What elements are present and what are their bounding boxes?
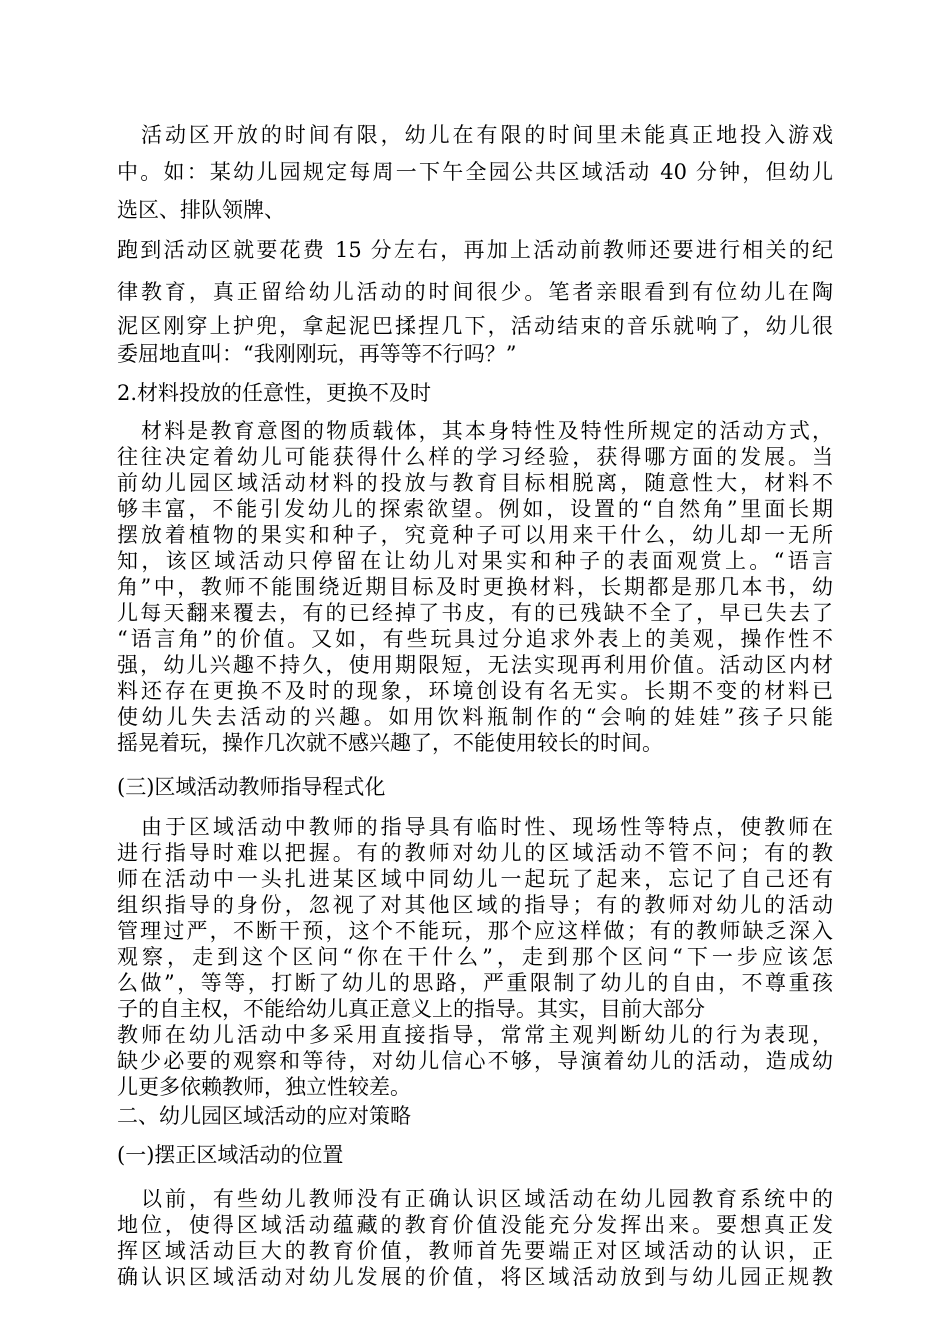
text-line: 跑到活动区就要花费 15 分左右，再加上活动前教师还要进行相关的纪 [117, 238, 833, 262]
text-line: 摇晃着玩，操作几次就不感兴趣了，不能使用较长的时间。 [117, 731, 663, 755]
paragraph-position [117, 1186, 833, 1290]
text-line: 挥区域活动巨大的教育价值，教师首先要端正对区域活动的认识，正 [117, 1239, 833, 1263]
text-line: 组织指导的身份，忽视了对其他区域的指导；有的教师对幼儿的活动 [117, 893, 833, 917]
paragraph-materials [117, 418, 833, 756]
text-line: 往往决定着幼儿可能获得什么样的学习经验，获得哪方面的发展。当 [117, 445, 833, 469]
text-line: 选区、排队领牌、 [117, 198, 285, 222]
text-line: 料还存在更换不及时的现象，环境创设有名无实。长期不变的材料已 [117, 679, 833, 703]
text-line: 前幼儿园区域活动材料的投放与教育目标相脱离，随意性大，材料不 [117, 471, 833, 495]
text-line: 委屈地直叫：“我刚刚玩，再等等不行吗？” [117, 342, 517, 366]
section-heading-position: (一)摆正区域活动的位置 [117, 1143, 344, 1167]
text-line: 角”中，教师不能围绕近期目标及时更换材料，长期都是那几本书，幼 [117, 575, 833, 599]
text-line: 确认识区域活动对幼儿发展的价值，将区域活动放到与幼儿园正规教 [117, 1265, 833, 1289]
text-line: 中。如：某幼儿园规定每周一下午全园公共区域活动 40 分钟，但幼儿 [117, 160, 833, 184]
text-line: 观察，走到这个区问“你在干什么”，走到那个区问“下一步应该怎 [117, 945, 833, 969]
text-line: 管理过严，不断干预，这个不能玩，那个应这样做；有的教师缺乏深入 [117, 919, 833, 943]
text-line: 么做”，等等，打断了幼儿的思路，严重限制了幼儿的自由，不尊重孩 [117, 971, 833, 995]
text-line: “语言角”的价值。又如，有些玩具过分追求外表上的美观，操作性不 [117, 627, 833, 651]
text-line: 儿更多依赖教师，独立性较差。 [117, 1075, 411, 1099]
text-line: 缺少必要的观察和等待，对幼儿信心不够，导演着幼儿的活动，造成幼 [117, 1049, 833, 1073]
text-line: 儿每天翻来覆去，有的已经掉了书皮，有的已残缺不全了，早已失去了 [117, 601, 833, 625]
text-line: 进行指导时难以把握。有的教师对幼儿的区域活动不管不问；有的教 [117, 841, 833, 865]
text-line: 以前，有些幼儿教师没有正确认识区域活动在幼儿园教育系统中的 [141, 1187, 833, 1211]
text-line: 泥区刚穿上护兜，拿起泥巴揉捏几下，活动结束的音乐就响了，幼儿很 [117, 314, 833, 338]
text-line: 由于区域活动中教师的指导具有临时性、现场性等特点，使教师在 [141, 815, 833, 839]
text-line: 师在活动中一头扎进某区域中同幼儿一起玩了起来，忘记了自己还有 [117, 867, 833, 891]
paragraph-activity-time [117, 118, 833, 368]
text-line: 摆放着植物的果实和种子，究竟种子可以用来干什么，幼儿却一无所 [117, 523, 833, 547]
section-heading-materials: 2.材料投放的任意性，更换不及时 [117, 381, 432, 405]
document-page [117, 118, 833, 1290]
paragraph-guidance [117, 814, 833, 1100]
section-heading-guidance: (三)区域活动教师指导程式化 [117, 775, 386, 799]
text-line: 材料是教育意图的物质载体，其本身特性及特性所规定的活动方式， [141, 419, 833, 443]
text-line: 强，幼儿兴趣不持久，使用期限短，无法实现再利用价值。活动区内材 [117, 653, 833, 677]
text-line: 使幼儿失去活动的兴趣。如用饮料瓶制作的“会响的娃娃”孩子只能 [117, 705, 833, 729]
text-line: 知，该区域活动只停留在让幼儿对果实和种子的表面观赏上。“语言 [117, 549, 833, 573]
text-line: 活动区开放的时间有限，幼儿在有限的时间里未能真正地投入游戏 [141, 123, 833, 147]
text-line: 教师在幼儿活动中多采用直接指导，常常主观判断幼儿的行为表现， [117, 1023, 833, 1047]
text-line: 地位，使得区域活动蕴藏的教育价值没能充分发挥出来。要想真正发 [117, 1213, 833, 1237]
section-heading-strategies: 二、幼儿园区域活动的应对策略 [117, 1104, 411, 1128]
text-line: 够丰富，不能引发幼儿的探索欲望。例如，设置的“自然角”里面长期 [117, 497, 833, 521]
text-line: 子的自主权，不能给幼儿真正意义上的指导。其实，目前大部分 [117, 997, 705, 1021]
text-line: 律教育，真正留给幼儿活动的时间很少。笔者亲眼看到有位幼儿在陶 [117, 280, 833, 304]
